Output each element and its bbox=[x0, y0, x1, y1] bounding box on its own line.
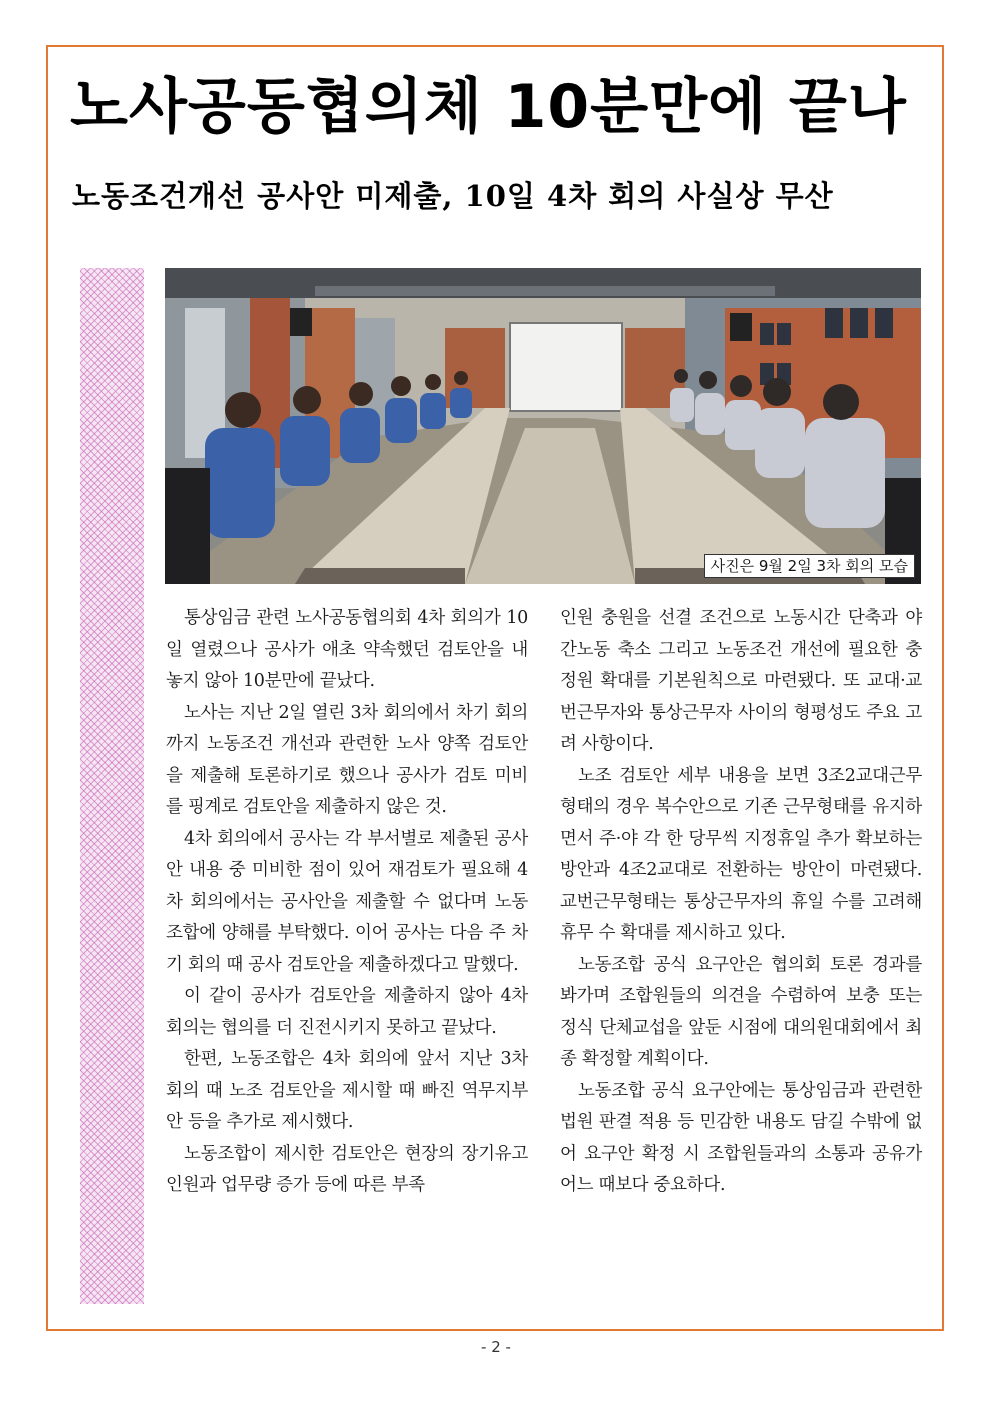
article-paragraph: 이 같이 공사가 검토안을 제출하지 않아 4차 회의는 협의를 더 진전시키지 못하고 끝났다. bbox=[166, 986, 528, 1038]
article-paragraph: 노조 검토안 세부 내용을 보면 3조2교대근무형태의 경우 복수안으로 기존 근무형태를 유지하면서 주·야 각 한 당무씩 지정휴일 추가 확보하는 방안과 4조2교대로 전환하는 방안이 마련됐다. 교번근무형태는 통상근무자의 휴일 수를 고려해 휴무 수 확대를 제시하고 있다. bbox=[560, 765, 922, 943]
article-paragraph: 노사는 지난 2일 열린 3차 회의에서 차기 회의까지 노동조건 개선과 관련한 노사 양쪽 검토안을 제출해 토론하기로 했으나 공사가 검토 미비를 핑계로 검토안을 제출하지 않은 것. bbox=[166, 702, 528, 817]
article-column-right bbox=[560, 603, 922, 1202]
article-paragraph: 한편, 노동조합은 4차 회의에 앞서 지난 3차 회의 때 노조 검토안을 제시할 때 빠진 역무지부안 등을 추가로 제시했다. bbox=[166, 1049, 528, 1132]
article-paragraph: 노동조합이 제시한 검토안은 현장의 장기유고인원과 업무량 증가 등에 따른 부족 bbox=[166, 1143, 528, 1195]
article-column-left bbox=[166, 603, 528, 1202]
headline: 노사공동협의체 10분만에 끝나 bbox=[70, 72, 907, 142]
meeting-room-illustration bbox=[165, 268, 921, 584]
photo-caption: 사진은 9월 2일 3차 회의 모습 bbox=[704, 554, 915, 578]
article-paragraph: 노동조합 공식 요구안은 협의회 토론 경과를 봐가며 조합원들의 의견을 수렴하여 보충 또는 정식 단체교섭을 앞둔 시점에 대의원대회에서 최종 확정할 계획이다. bbox=[560, 954, 922, 1069]
subheadline: 노동조건개선 공사안 미제출, 10일 4차 회의 사실상 무산 bbox=[72, 179, 834, 213]
article-paragraph: 4차 회의에서 공사는 각 부서별로 제출된 공사안 내용 중 미비한 점이 있어 재검토가 필요해 4차 회의에서는 공사안을 제출할 수 없다며 노동조합에 양해를 부탁했다. 이어 공사는 다음 주 차기 회의 때 공사 검토안을 제출하겠다고 말했다. bbox=[166, 828, 528, 975]
page-number: - 2 - bbox=[481, 1338, 511, 1356]
article-paragraph: 노동조합 공식 요구안에는 통상임금과 관련한 법원 판결 적용 등 민감한 내용도 담길 수밖에 없어 요구안 확정 시 조합원들과의 소통과 공유가 어느 때보다 중요하다. bbox=[560, 1080, 922, 1195]
article-paragraph: 인원 충원을 선결 조건으로 노동시간 단축과 야간노동 축소 그리고 노동조건 개선에 필요한 충정원 확대를 기본원칙으로 마련됐다. 또 교대·교번근무자와 통상근무자 사이의 형평성도 주요 고려 사항이다. bbox=[560, 608, 922, 754]
meeting-photo bbox=[165, 268, 921, 584]
decorative-pattern-strip bbox=[80, 268, 144, 1304]
article-paragraph: 통상임금 관련 노사공동협의회 4차 회의가 10일 열렸으나 공사가 애초 약속했던 검토안을 내놓지 않아 10분만에 끝났다. bbox=[166, 608, 528, 691]
